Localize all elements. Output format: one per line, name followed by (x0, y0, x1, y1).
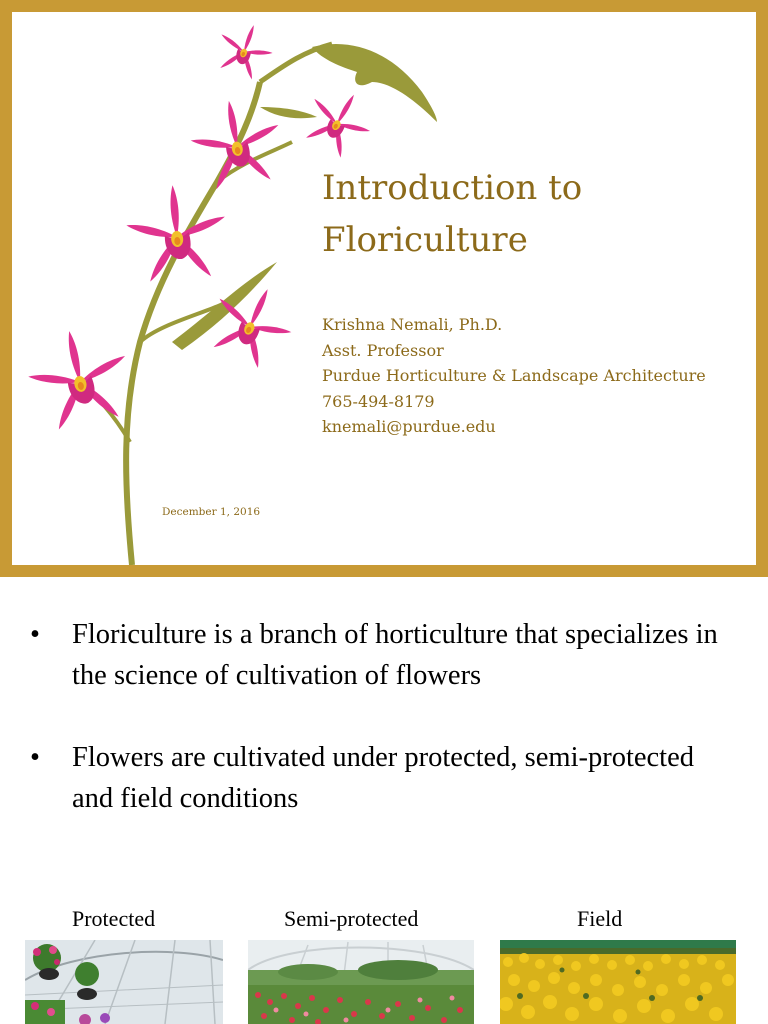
photo-label-field: Field (577, 906, 623, 931)
bullet-list (30, 615, 730, 819)
photo-label-protected: Protected (72, 906, 156, 931)
author-department: Purdue Horticulture & Landscape Architecture (322, 366, 706, 385)
slide-title-line1: Introduction to (322, 168, 583, 208)
photo-label-semi-protected: Semi-protected (284, 906, 419, 931)
slide-date: December 1, 2016 (162, 506, 261, 518)
author-phone: 765-494-8179 (322, 391, 435, 411)
author-info (322, 312, 752, 440)
author-email: knemali@purdue.edu (322, 417, 496, 436)
content-slide (0, 577, 768, 1024)
author-position: Asst. Professor (322, 340, 444, 360)
bullet-item: • Floriculture is a branch of horticulture that specializes in the science of cultivation of flowers (30, 615, 730, 696)
author-name: Krishna Nemali, Ph.D. (322, 315, 503, 334)
marigold-field-photo (500, 940, 736, 1024)
title-slide-canvas (12, 12, 756, 565)
polytunnel-photo (248, 940, 474, 1024)
orchid-illustration (12, 12, 472, 565)
bullet-item: • Flowers are cultivated under protected, semi-protected and field conditions (30, 738, 730, 819)
slide-title-line2: Floriculture (322, 220, 528, 260)
greenhouse-photo (25, 940, 223, 1024)
slide-title (322, 162, 742, 266)
